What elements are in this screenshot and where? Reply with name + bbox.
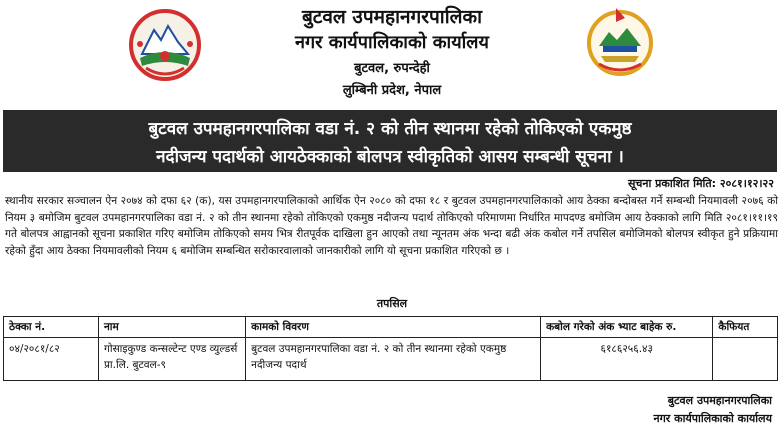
publish-date: सूचना प्रकाशित मिति: २०८१।१२।२२ — [627, 177, 774, 190]
notice-title-bar — [3, 110, 777, 172]
cell-bid-amount: ६१८६२५६.४३ — [541, 338, 713, 381]
notice-body: स्थानीय सरकार सञ्चालन ऐन २०७४ को दफा ६२ (क), यस उपमहानगरपालिकाको आर्थिक ऐन २०८० को दफा १८ र बुटवल उपमहानगरपालिकाको आय ठेक्का बन्दोबस्त गर्ने सम्बन्धी नियमावली २०७६ को नियम ३ बमोजिम बुटवल उपमहानगरपालिका वडा नं. २ को तीन स्थानमा रहेको तोकिएको एकमुष्ठ नदीजन्य पदार्थ तोकिएको परिमाणमा निर्धारित मापदण्ड बमोजिम आय ठेक्काको लागि मिति २०८१।११।१९ गते बोलपत्र आह्वानको सूचना प्रकाशित गरिए बमोजिम तोकिएको समय भित्र रीतपूर्वक दाखिला हुन आएको तथा न्यूनतम अंक भन्दा बढी अंक कबोल गर्ने तपसिल बमोजिमको बोलपत्र स्वीकृत हुने प्रक्रियामा रहेको हुँदा आय ठेक्का नियमावलीको नियम ६ बमोजिम सम्बन्धित सरोकारवालाको जानकारीको लागि यो सूचना प्रकाशित गरिएको छ । — [5, 195, 778, 257]
col-work-description: कामको विवरण — [246, 317, 541, 338]
address-line: बुटवल, रुपन्देही — [354, 61, 430, 76]
notice-title-line1: बुटवल उपमहानगरपालिका वडा नं. २ को तीन स्थानमा रहेको तोकिएको एकमुष्ठ — [148, 119, 632, 139]
table-header-row — [4, 317, 778, 338]
table-row — [4, 338, 778, 381]
notice-title-line2: नदीजन्य पदार्थको आयठेक्काको बोलपत्र स्वीकृतिको आसय सम्बन्धी सूचना । — [156, 147, 624, 167]
cell-name: गोसाइकुण्ड कन्सल्टेन्ट एण्ड व्युल्डर्स प्रा.लि. बुटवल-९ — [98, 338, 245, 381]
signature-line1: बुटवल उपमहानगरपालिका — [667, 394, 772, 407]
office-name: नगर कार्यपालिकाको कार्यालय — [295, 32, 489, 53]
municipality-name: बुटवल उपमहानगरपालिका — [301, 6, 483, 28]
col-contract-no: ठेक्का नं. — [4, 317, 99, 338]
province-line: लुम्बिनी प्रदेश, नेपाल — [342, 83, 442, 98]
signature-line2: नगर कार्यपालिकाको कार्यालय — [653, 412, 772, 425]
contract-table — [3, 316, 778, 381]
header — [0, 0, 784, 106]
cell-contract-no: ०४/२०८१/८२ — [4, 338, 99, 381]
col-bid-amount: कबोल गरेको अंक भ्याट बाहेक रु. — [541, 317, 713, 338]
tapsil-heading: तपसिल — [376, 297, 408, 310]
col-name: नाम — [98, 317, 245, 338]
col-remarks: कैफियत — [713, 317, 778, 338]
cell-remarks — [713, 338, 778, 381]
cell-work-description: बुटवल उपमहानगरपालिका वडा नं. २ को तीन स्थानमा रहेको एकमुष्ठ नदीजन्य पदार्थ — [246, 338, 541, 381]
municipality-logo-icon — [585, 6, 655, 78]
